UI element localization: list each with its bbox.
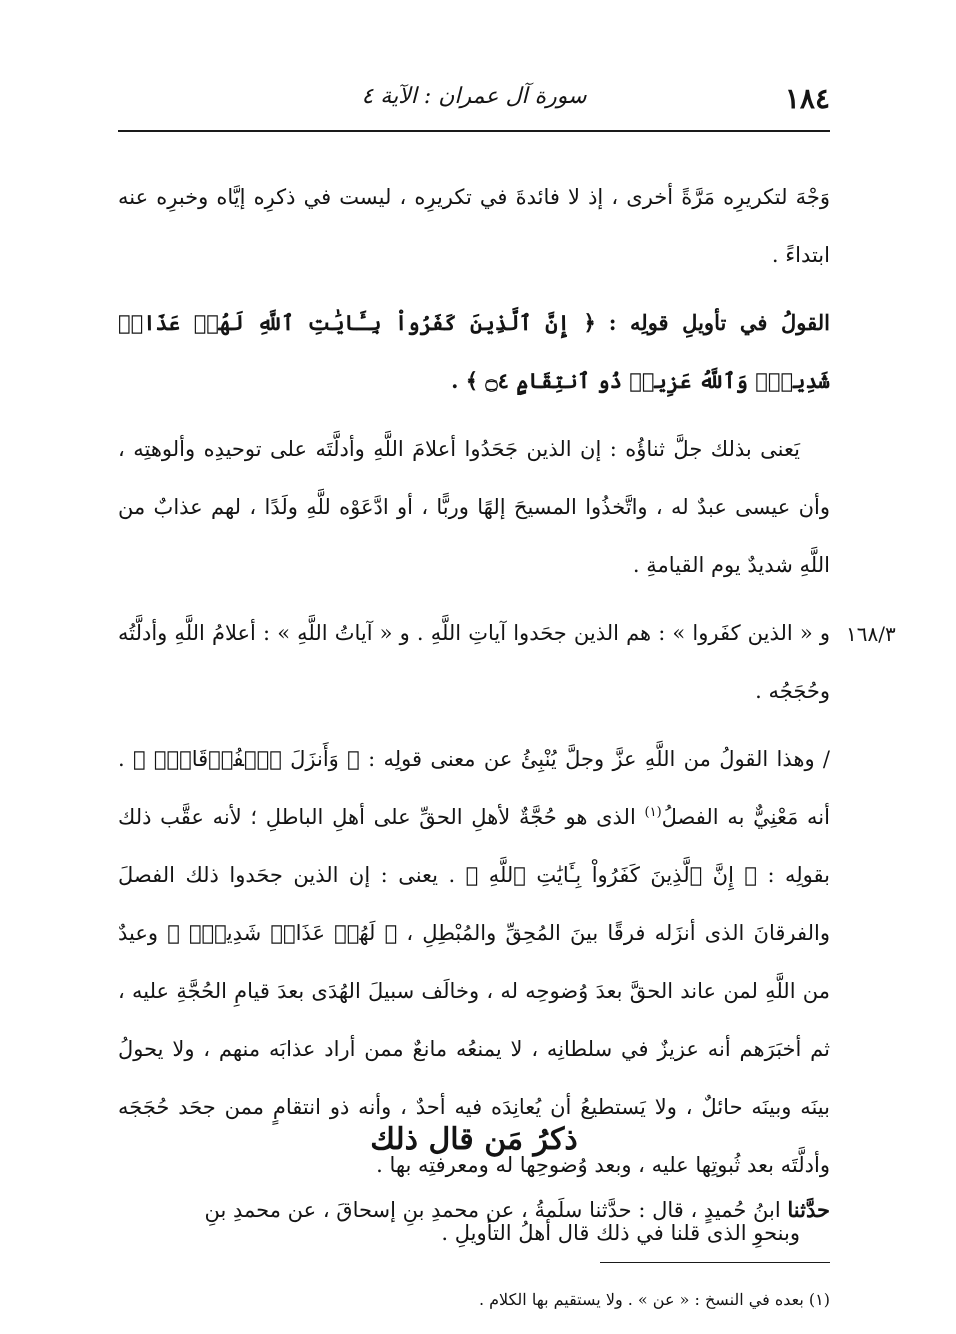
running-title: سورة آل عمران : الآية ٤ (361, 84, 587, 109)
paragraph-text: وبنحوِ الذى قلنا في ذلك قال أهلُ التأويلِ . (441, 1221, 800, 1245)
footnote-ref: (١) (644, 805, 662, 820)
paragraph-3 (118, 420, 830, 594)
isnad-lead: حدَّثنا (787, 1197, 830, 1222)
body-text (118, 168, 830, 1272)
isnad-text: ابنُ حُميدٍ ، قال : حدَّثنا سلَمةُ ، عن محمدِ بنِ إسحاقَ ، عن محمدِ بنِ (204, 1198, 788, 1222)
footnote: (١) بعده في النسخ : « عن » . ولا يستقيم بها الكلام . (478, 1290, 830, 1309)
quran-verse: ﴿ إِنَّ ٱلَّذِينَ كَفَرُواْ بِـَٔايَٰتِ ٱللَّهِ لَهُمۡ عَذَابٞ شَدِيدٞۗ وَٱللَّهُ عَزِيزٞ ذُو ٱنتِقَامٍ ۝٤ ﴾ . (118, 310, 830, 393)
paragraph-text: يَعنى بذلك جلَّ ثناؤُه : إن الذين جَحَدُوا أعلامَ اللَّهِ وأدلَّتَه على توحيدِه وألوهتِه ، وأن عيسى عبدٌ له ، واتَّخذُوا المسيحَ إلهًا وربًّا ، أو ادَّعَوْه للَّهِ ولَدًا ، لهم عذابٌ من اللَّهِ شديدٌ يوم القيامةِ . (118, 437, 830, 577)
footnote-rule (600, 1262, 830, 1263)
paragraph-text: وَجْهَ لتكريرِه مَرَّةً أخرى ، إذ لا فائدةَ في تكريرِه ، ليست في ذكرِه إيَّاه وخبرِه عنه ابتداءً . (118, 185, 830, 267)
paragraph-4 (118, 604, 830, 720)
paragraph-2 (118, 294, 830, 410)
paragraph-text: و « الذين كفَروا » : هم الذين جحَدوا آياتِ اللَّهِ . و « آياتُ اللَّهِ » : أعلامُ اللَّهِ وأدلَّتُه وحُجَجُه . (118, 621, 830, 703)
paragraph-lead: القولُ في تأويلِ قولِه : (608, 310, 830, 335)
paragraph-text: الذى هو حُجَّةٌ لأهلِ الحقِّ على أهلِ الباطلِ ؛ لأنه عقَّب ذلك بقولِه : ﴿ إِنَّ ٱلَّذِينَ كَفَرُواْ بِـَٔايَٰتِ ٱللَّهِ ﴾ . يعنى : إن الذين جحَدوا ذلك الفصلَ والفرقانَ الذى أنزَله فرقًا بينَ المُحِقِّ والمُبْطِلِ ، ﴿ لَهُمۡ عَذَابٞ شَدِيدٞۗ ﴾ وعيدٌ من اللَّهِ لمن عاند الحقَّ بعدَ وُضوحِه له ، وخالَف سبيلَ الهُدَى بعدَ قيامِ الحُجَّةِ عليه ، ثم أخبَرَهم أنه عزيزٌ في سلطانِه ، لا يمنعُه مانعٌ ممن أراد عذابَه منهم ، ولا يحولُ بينَه وبينَه حائلٌ ، ولا يَستطيعُ أن يُعانِدَه فيه أحدٌ ، وأنه ذو انتقامٍ ممن جحَد حُجَجَه وأدلَّتَه بعد ثُبوتِها عليه ، وبعد وُضوحِها له ومعرفتِه بها . (118, 805, 830, 1177)
paragraph-text: / وهذا القولُ من اللَّهِ عزَّ وجلَّ يُنْبِئُ عن معنى قولِه : ﴿ وَأَنزَلَ ٱلۡفُرۡقَانَۗ ﴾ . أنه مَعْنِيٌّ به الفصلُ (118, 747, 830, 829)
section-heading: ذكرُ مَن قال ذلك (370, 1122, 578, 1157)
page-header (118, 78, 830, 126)
isnad-line (118, 1190, 830, 1230)
page-number: ١٨٤ (784, 82, 830, 115)
paragraph-1 (118, 168, 830, 284)
margin-reference: ١٦٨/٣ (846, 622, 896, 646)
header-rule (118, 130, 830, 132)
